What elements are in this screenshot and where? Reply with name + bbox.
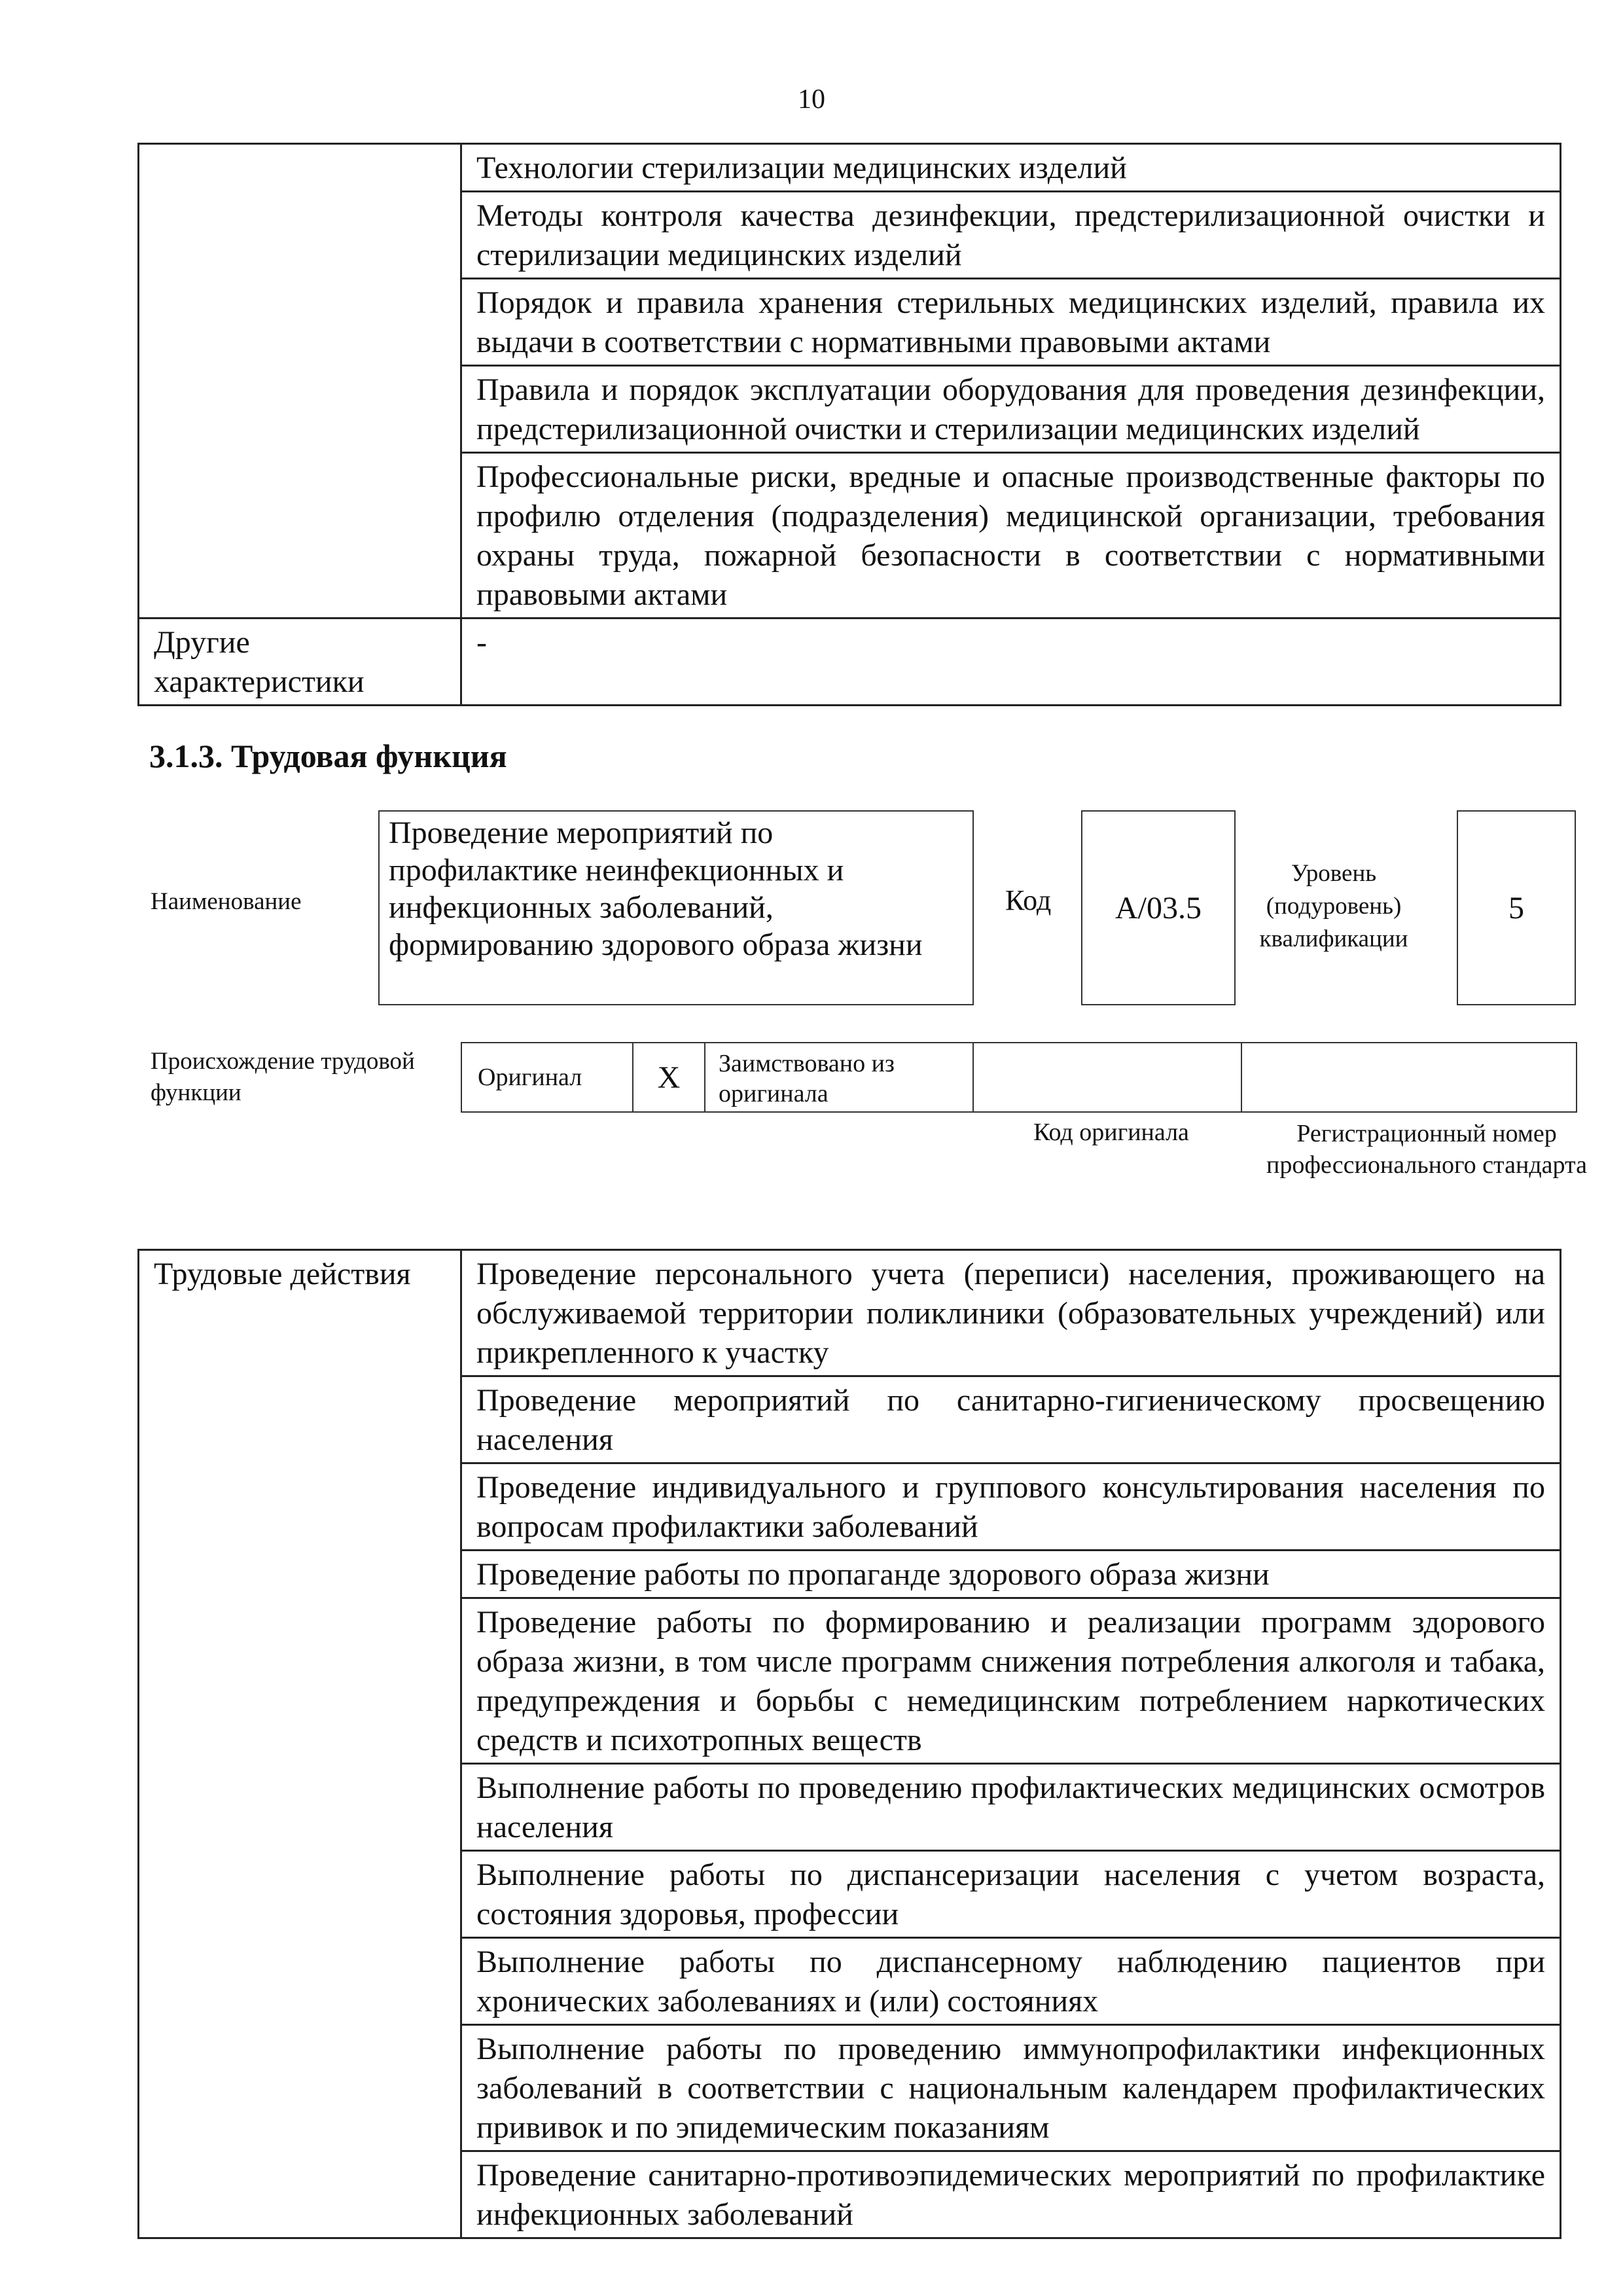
knowledge-left-empty-cell — [139, 144, 461, 619]
knowledge-item: Порядок и правила хранения стерильных медицинских изделий, правила их выдачи в соответствии с нормативными правовыми актами — [461, 279, 1561, 366]
knowledge-item: Технологии стерилизации медицинских изделий — [461, 144, 1561, 192]
name-label: Наименование — [151, 888, 302, 915]
knowledge-table — [137, 143, 1561, 706]
function-name-value: Проведение мероприятий по профилактике неинфекционных и инфекционных заболеваний, формированию здорового образа жизни — [389, 816, 923, 962]
registration-number-cell — [1242, 1043, 1576, 1111]
other-characteristics-label: Другие характеристики — [139, 619, 461, 706]
code-label: Код — [1005, 884, 1052, 916]
labor-action-item: Проведение мероприятий по санитарно-гигиеническому просвещению населения — [461, 1376, 1561, 1463]
level-value: 5 — [1457, 810, 1576, 1005]
labor-action-item: Выполнение работы по проведению иммунопрофилактики инфекционных заболеваний в соответствии с национальным календарем профилактических прививок и по эпидемическим показаниям — [461, 2025, 1561, 2151]
labor-action-item: Выполнение работы по диспансерному наблюдению пациентов при хронических заболеваниях и (или) состояниях — [461, 1938, 1561, 2025]
other-characteristics-value: - — [461, 619, 1561, 706]
section-title: 3.1.3. Трудовая функция — [149, 738, 507, 774]
original-mark: X — [633, 1043, 705, 1111]
origin-row — [461, 1042, 1577, 1113]
knowledge-item: Профессиональные риски, вредные и опасные производственные факторы по профилю отделения (подразделения) медицинской организации, требования охраны труда, пожарной безопасности в соответствии с нормативными правовыми актами — [461, 453, 1561, 619]
labor-action-item: Проведение работы по пропаганде здорового образа жизни — [461, 1551, 1561, 1598]
labor-action-item: Выполнение работы по диспансеризации населения с учетом возраста, состояния здоровья, профессии — [461, 1851, 1561, 1938]
labor-action-item: Проведение индивидуального и группового консультирования населения по вопросам профилактики заболеваний — [461, 1463, 1561, 1551]
labor-actions-table — [137, 1249, 1561, 2239]
labor-action-item: Выполнение работы по проведению профилактических медицинских осмотров населения — [461, 1764, 1561, 1851]
original-code-caption: Код оригинала — [1033, 1119, 1189, 1146]
origin-label: Происхождение трудовой функции — [151, 1048, 415, 1106]
labor-action-item: Проведение санитарно-противоэпидемических мероприятий по профилактике инфекционных заболеваний — [461, 2151, 1561, 2238]
page-number: 10 — [798, 84, 825, 115]
name-box — [378, 810, 974, 1005]
labor-action-item: Проведение персонального учета (переписи) населения, проживающего на обслуживаемой территории поликлиники (образовательных учреждений) или прикрепленного к участку — [461, 1250, 1561, 1376]
knowledge-item: Правила и порядок эксплуатации оборудования для проведения дезинфекции, предстерилизационной очистки и стерилизации медицинских изделий — [461, 366, 1561, 453]
code-value: А/03.5 — [1081, 810, 1236, 1005]
registration-number-caption: Регистрационный номер профессионального стандарта — [1266, 1120, 1587, 1179]
labor-actions-label: Трудовые действия — [139, 1250, 461, 2238]
borrowed-label: Заимствовано из оригинала — [705, 1043, 974, 1111]
labor-action-item: Проведение работы по формированию и реализации программ здорового образа жизни, в том числе программ снижения потребления алкоголя и табака, предупреждения и борьбы с немедицинским потреблением наркотических средств и психотропных веществ — [461, 1598, 1561, 1764]
level-label: Уровень (подуровень) квалификации — [1259, 860, 1408, 952]
original-code-cell — [974, 1043, 1242, 1111]
original-label: Оригинал — [462, 1043, 633, 1111]
knowledge-item: Методы контроля качества дезинфекции, предстерилизационной очистки и стерилизации медицинских изделий — [461, 192, 1561, 279]
